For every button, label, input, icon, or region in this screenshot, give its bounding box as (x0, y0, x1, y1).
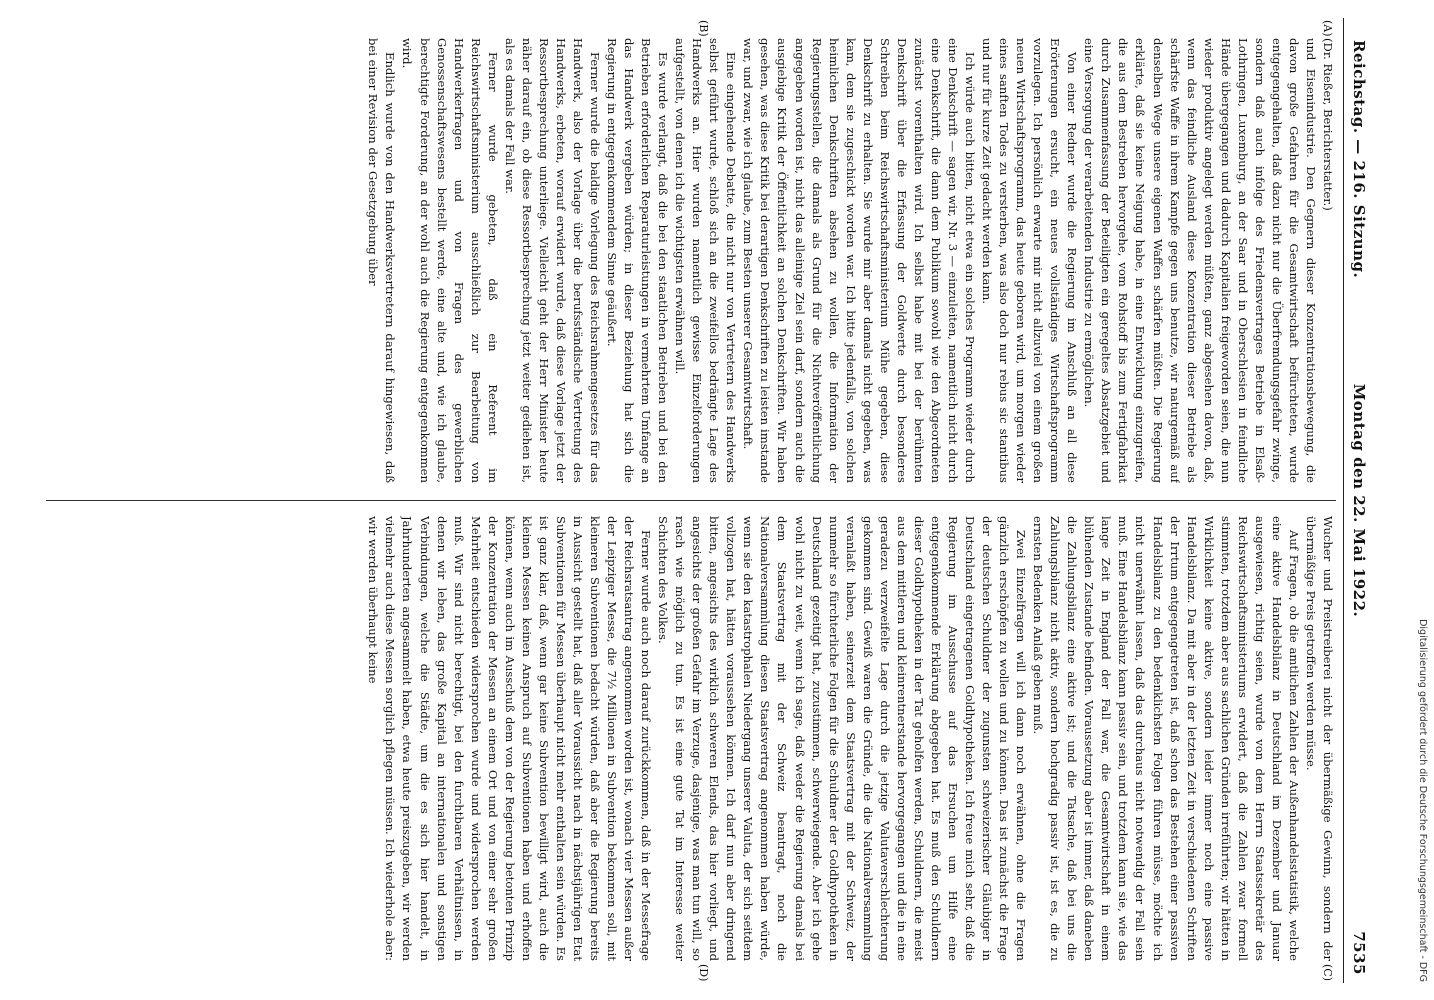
column-divider (46, 500, 1336, 501)
running-header (1346, 18, 1370, 983)
paragraph: Zwei Einzelfragen will ich dann noch erwähnen, ohne die Fragen gänzlich erschöpfen zu wollen und zu können. Das ist zunächst die Frage der deutschen Schuldner der zugunsten schweizerischer Gläubiger in Deutschland eingetragenen Goldhypotheken. Ich freue mich sehr, daß die Regierung im Ausschusse auf das Ersuchen um Hilfe eine entgegenkommende Erklärung abgegeben hat. Es muß den Schuldnern dieser Goldhypotheken in der Tat geholfen werden, Schuldnern, die meist aus dem mittleren und kleinrentnerstande hervorgegangen und die in eine geradezu verzweifelte Lage durch die jetzige Valutaverschlechterung gekommen sind. Gewiß waren die Gründe, die die Nationalversammlung veranlaßt haben, seinerzeit dem Staatsvertrag mit der Schweiz, der nunmehr so fürchterliche Folgen für die Schuldner der Goldhypotheken in Deutschland gezeitigt hat, zuzustimmen, schwerwiegende. Aber ich gehe wohl nicht zu weit, wenn ich sage, daß weder die Regierung damals bei dem Staatsvertrag mit der Schweiz beantragt, noch die Nationalversammlung diesen Staatsvertrag angenommen haben würde, wenn sie den katastrophalen Niedergang unserer Valuta, der sich seitdem vollzogen hat, hätten voraussehen können. Ich darf nun aber dringend bitten, angesichts des wirklich schweren Elends, das hier vorliegt, und angesichts der großen Gefahr im Verzuge, dasjenige, was man tun will, so rasch wie möglich zu tun. Es ist eine gute Tat im Interesse weiter Schichten des Volkes. (656, 516, 1029, 961)
paragraph: Ferner wurde gebeten, daß ein Referent im Reichswirtschaftsministerium ausschließlich zur Bearbeitung von Handwerkerfragen und von Fragen des gewerblichen Genossenschaftswesens bestellt werde, eine alte und, wie ich glaube, berechtigte Forderung, an der wohl auch die Regierung entgegenkommen wird. (400, 38, 500, 483)
dfg-sidebar (1414, 8, 1428, 988)
left-column (46, 38, 1336, 483)
paragraph: Ferner wurde auch noch darauf zurückkommen, daß in der Messefrage der Reichsratsantrag angenommen worden ist, wonach vier Messen außer der Leipziger Messe, die 7½ Millionen in Subvention bekommen soll, mit kleineren Subventionen bedacht würden, daß aber die Regierung bereits in Aussicht gestellt hat, daß aller Voraussicht nach in nächstjährigen Etat Subventionen für Messen überhaupt nicht mehr enthalten sein würden. Es ist ganz klar, daß, wenn gar keine Subvention bewilligt wird, auch die kleinen Messen keinen Anspruch auf Subventionen haben und erhoffen können, wenn auch im Ausschuß dem von der Regierung betonten Prinzip der Konzentration der Messen an einem Ort und von einer sehr großen Mehrheit entschieden widersprochen wurde und widersprochen werden muß. Wir sind nicht berechtigt, bei den furchtbaren Verhältnissen, in denen wir leben, das große Kapital an internationalen und sonstigen Verbindungen, welche die Städte, um die es sich hier handelt, in Jahrhunderten angesammelt haben, etwa heute preiszugeben, wir werden vielmehr auch diese Messen sorglich pflegen müssen. Ich wiederhole aber: wir werden überhaupt keine (366, 516, 654, 961)
speaker-line: (Dr. Rießer, Berichterstatter.) (1321, 38, 1335, 211)
newspaper-page (40, 18, 1370, 983)
header-left: Reichstag. — 216. Sitzung. (1350, 40, 1368, 279)
margin-marker-b: (B) (697, 20, 710, 37)
right-column (46, 516, 1336, 961)
paragraph: Ferner wurde die baldige Vorlegung des Reichsrahmengesetzes für das Handwerk, also der Vorlage über die berufsständische Vertretung des Handwerks, erbeten, worauf erwidert wurde, daß diese Vorlage jetzt der Ressortbesprechung unterliege. Vielleicht geht der Herr Minister heute näher darauf ein, ob diese Ressortbesprechung jetzt weiter gediehen ist, als es damals der Fall war. (502, 38, 602, 483)
paragraph: Eine eingehende Debatte, die nicht nur von Vertretern des Handwerks selbst geführt wurde, schloß sich an die zweifellos bedrängte Lage des Handwerks an. Hier wurden namentlich gewisse Einzelforderungen aufgestellt, von denen ich die wichtigsten erwähnen will. (673, 38, 739, 483)
header-rule (1343, 18, 1344, 983)
paragraph: Es wurde verlangt, daß die bei den staatlichen Betrieben und bei den Betrieben erforderlichen Reparaturleistungen in vermehrtem Umfange an das Handwerk vergeben würden; in dieser Beziehung hat sich die Regierung in entgegenkommendem Sinne geäußert. (605, 38, 671, 483)
paragraph: Endlich wurde von den Handwerksvertretern darauf hingewiesen, daß bei einer Revision der Gesetzgebung über (366, 38, 398, 483)
dfg-credit-text: Digitalisierung gefördert durch die Deutsche Forschungsgemeinschaft - DFG (1417, 619, 1428, 982)
paragraph: Ich würde auch bitten, nicht etwa ein solches Programm wieder durch eine Denkschrift — sagen wir, Nr. 3 — einzuleiten, namentlich nicht durch eine Denkschrift, die dann dem Publikum sowohl wie den Abgeordneten zunächst vorenthalten wird. Ich selbst habe mit bei der berühmten Denkschrift über die Erfassung der Goldwerte durch besonderes Schreiben beim Reichswirtschaftsministerium Mühe gegeben, diese Denkschrift zu erhalten. Sie wurde mir aber damals nicht gegeben, was kam, dem sie zugeschickt worden war. Ich bitte jedenfalls, von solchen heimlichen Denkschriften absehen zu wollen, die Information der Regierungsstellen, die damals als Grund für die Nichtveröffentlichung angegeben worden ist, nicht das alleinige Ziel sein darf, sondern auch die ausgiebige Kritik der Öffentlichkeit an solchen Denkschriften. Wir haben gesehen, was diese Kritik bei derartigen Denkschriften zu leisten imstande war, und zwar, wie ich glaube, zum Besten unserer Gesamtwirtschaft. (741, 38, 978, 483)
paragraph: Auf Fragen, ob die amtlichen Zahlen der Außenhandelsstatistik, welche eine aktive Handelsbilanz in Deutschland im Dezember und Januar ausgewiesen, richtig seien, wurde von dem Herrn Staatssekretär des Reichswirtschaftsministeriums erwidert, daß die Zahlen zwar formell stimmten, trotzdem aber aus sachlichen Gründen irreführten; wir hätten in Wirklichkeit keine aktive, sondern leider immer noch eine passive Handelsbilanz. Da mit aber in der letzten Zeit in verschiedenen Schriften der Irrtum entgegengetreten ist, daß schon das Bestehen einer passiven Handelsbilanz zu den bedenklichsten Folgen führen müsse, möchte ich nicht unerwähnt lassen, daß das durchaus nicht notwendig der Fall sein muß. Eine Handelsbilanz kann passiv sein, und trotzdem kann sie, wie das lange Zeit in England der Fall war, die Gesamtwirtschaft in einem blühenden Zustande befinden. Voraussetzung aber ist immer, daß daneben die Zahlungsbilanz eine aktive ist; und die Tatsache, daß bei uns die Zahlungsbilanz nicht aktiv, sondern hochgradig passiv ist, ist es, die zu ernsten Bedenken Anlaß geben muß. (1031, 516, 1301, 961)
paragraph: Wucher und Preistreiberei nicht der übermäßige Gewinn, sondern der übermäßige Preis getroffen werden müsse. (1303, 516, 1335, 961)
paragraph: und Eisenindustrie. Den Gegnern dieser Konzentrationsbewegung, die davon große Gefahren für die Gesamtwirtschaft befürchteten, wurde entgegengehalten, daß dazu nicht nur die Überfremdungsgefahr zwinge, sondern daß auch infolge des Friedensvertrages Betriebe in Elsaß-Lothringen, Luxemburg, an der Saar und in Oberschlesien in feindliche Hände übergegangen und dadurch Kapitalien freigeworden seien, die nun wieder produktiv angelegt werden müßten, ganz abgesehen davon, daß, wenn das feindliche Ausland diese Konzentration dieser Betriebe als schärfste Waffe in ihrem Kampfe gegen uns benutze, wir naturgemäß auf denselben Wege unsere eigenen Waffen schärfen müßten. Die Regierung erklärte, daß sie keine Neigung habe, in eine Entwicklung einzugreifen, die aus dem Bestreben hervorgehe, vom Rohstoff bis zum Fertigfabrikat durch Zusammenfassung der Beteiligten ein geregeltes Absatzgebiet und eine Versorgung der verarbeitenden Industrie zu ermöglichen. (1082, 38, 1318, 483)
margin-marker-c: (C) (1321, 964, 1334, 981)
page-number: 7535 (1350, 931, 1368, 975)
paragraph: Von einer Redner wurde die Regierung im Anschluß an all diese Erörterungen ersucht, ein neues vollständiges Wirtschaftsprogramm vorzulegen. Ich persönlich erwarte mir nicht allzuviel von einem großen neuen Wirtschaftsprogramm, das heute geboren wird, um morgen wieder eines sanften Todes zu versterben, was also doch nur rebus sic stantibus und nur für kurze Zeit gedacht werden kann. (980, 38, 1080, 483)
margin-marker-a: (A) (1321, 20, 1334, 37)
header-date: Montag den 22. Mai 1922. (1350, 383, 1368, 618)
margin-marker-d: (D) (697, 964, 710, 982)
